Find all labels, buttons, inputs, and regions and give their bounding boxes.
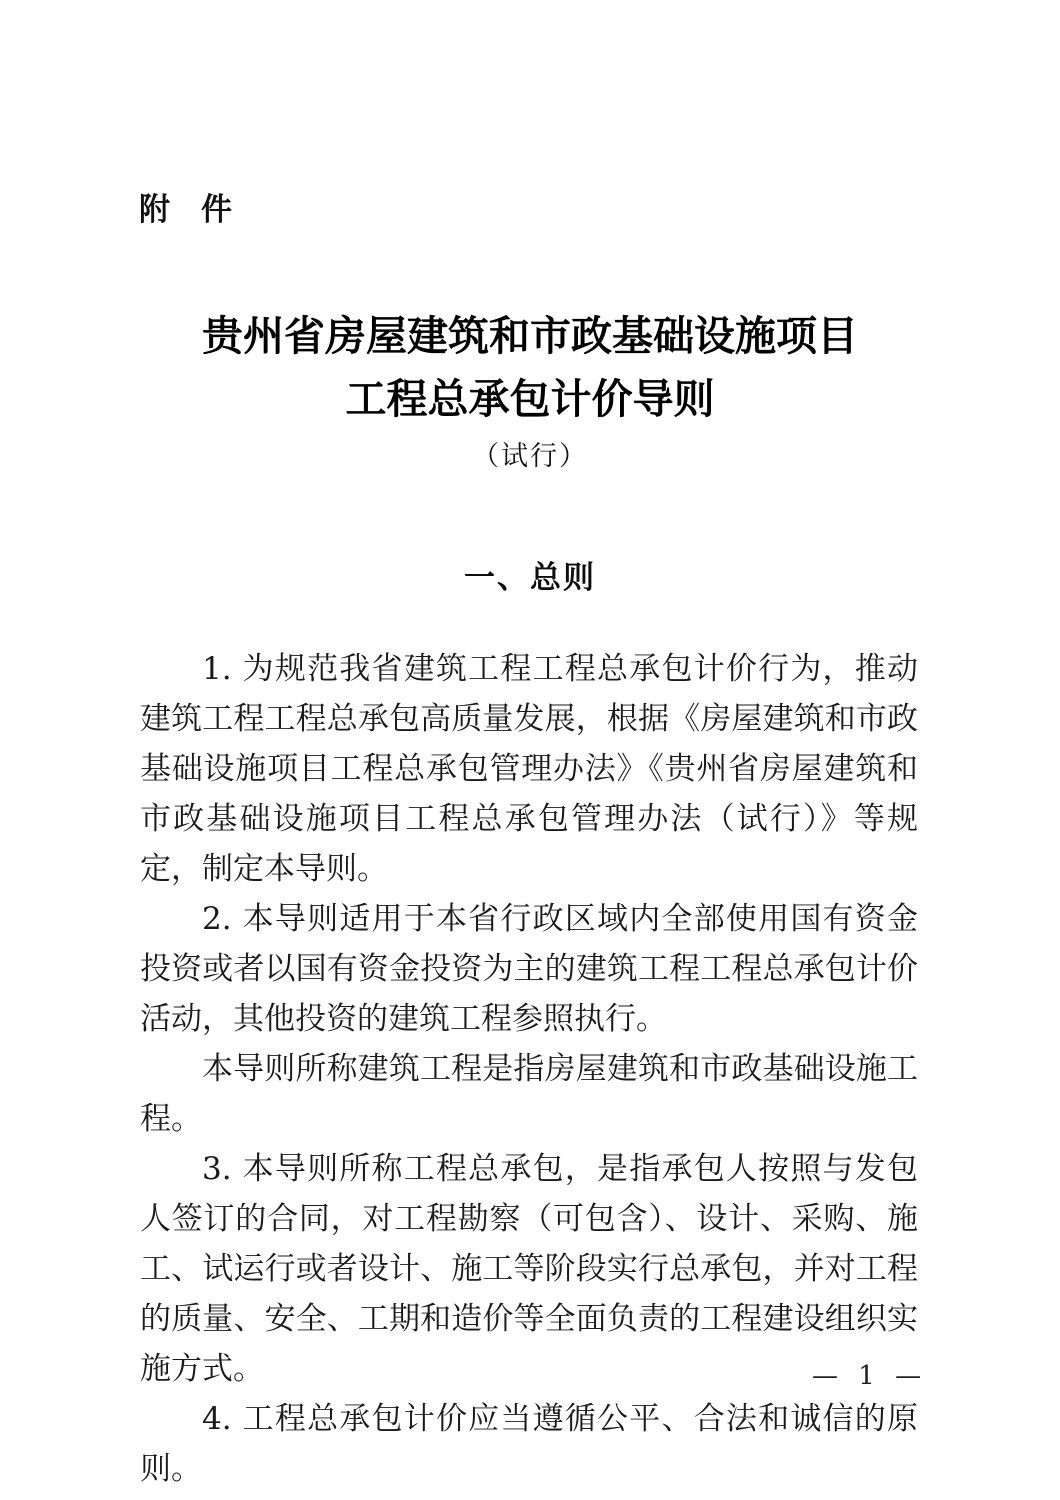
page-number (0, 1331, 1060, 1421)
paragraph-3: 本导则所称建筑工程是指房屋建筑和市政基础设施工程。 (140, 1051, 918, 1137)
paragraph-5: 4. 工程总承包计价应当遵循公平、合法和诚信的原则。 (140, 1401, 918, 1487)
document-title-line-2: 工程总承包计价导则 (345, 375, 715, 423)
paragraph-4: 3. 本导则所称工程总承包，是指承包人按照与发包人签订的合同，对工程勘察（可包含）、设计、采购、施工、试运行或者设计、施工等阶段实行总承包，并对工程的质量、安全、工期和造价等全面负责的工程建设组织实施方式。 (140, 1151, 918, 1387)
document-title-line-1: 贵州省房屋建筑和市政基础设施项目 (202, 312, 858, 360)
page-number-value: — 1 — (812, 1361, 928, 1391)
paragraph-2: 2. 本导则适用于本省行政区域内全部使用国有资金投资或者以国有资金投资为主的建筑工程工程总承包计价活动，其他投资的建筑工程参照执行。 (140, 901, 918, 1037)
paragraph-1: 1. 为规范我省建筑工程工程总承包计价行为，推动建筑工程工程总承包高质量发展，根据《房屋建筑和市政基础设施项目工程总承包管理办法》《贵州省房屋建筑和市政基础设施项目工程总承包管理办法（试行）》等规定，制定本导则。 (140, 651, 918, 887)
section-heading: 一、总则 (464, 560, 596, 596)
attachment-label: 附 件 (139, 192, 232, 228)
document-subtitle: （试行） (472, 441, 588, 472)
